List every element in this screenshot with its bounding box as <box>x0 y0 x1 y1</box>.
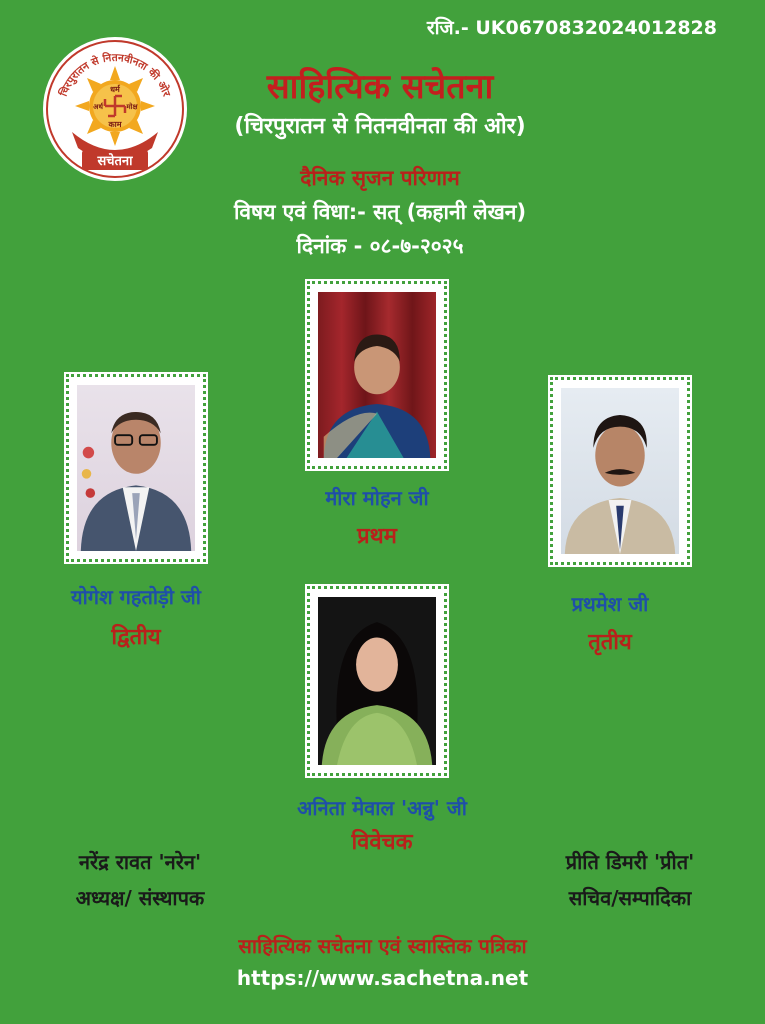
page-subtitle: (चिरपुरातन से नितनवीनता की ओर) <box>234 114 526 139</box>
second-rank: द्वितीय <box>111 625 161 650</box>
photo-first <box>307 281 447 469</box>
third-rank: तृतीय <box>588 630 632 655</box>
registration-number: रजि.- UK0670832024012828 <box>426 17 717 39</box>
judge-role: विवेचक <box>351 830 413 855</box>
svg-text:अर्थ: अर्थ <box>93 103 103 111</box>
logo-arc-text: चिरपुरातन से नितनवीनता की ओर <box>57 51 173 99</box>
photo-judge <box>307 586 447 776</box>
svg-text:मोक्ष: मोक्ष <box>126 103 138 111</box>
result-heading: दैनिक सृजन परिणाम <box>300 166 460 190</box>
judge-name: अनिता मेवाल 'अन्नु' जी <box>297 796 467 820</box>
page-title: साहित्यिक सचेतना <box>266 67 494 107</box>
photo-second <box>66 374 206 562</box>
sachetna-logo <box>42 36 188 182</box>
date-line: दिनांक - ०८-७-२०२५ <box>296 234 464 258</box>
official-right-name: प्रीति डिमरी 'प्रीत' <box>565 850 695 874</box>
logo-banner: सचेतना <box>97 154 133 169</box>
svg-text:धर्म: धर्म <box>110 85 120 94</box>
first-rank: प्रथम <box>357 524 397 549</box>
third-name: प्रथमेश जी <box>571 592 649 616</box>
publication-name: साहित्यिक सचेतना एवं स्वास्तिक पत्रिका <box>238 934 527 958</box>
svg-text:काम: काम <box>108 120 122 129</box>
official-left-role: अध्यक्ष/ संस्थापक <box>75 886 205 910</box>
topic-line: विषय एवं विधा:- सत् (कहानी लेखन) <box>233 200 527 224</box>
photo-third <box>550 377 690 565</box>
first-name: मीरा मोहन जी <box>325 486 429 510</box>
official-right-role: सचिव/सम्पादिका <box>568 886 692 910</box>
website-link[interactable]: https://www.sachetna.net <box>236 966 529 990</box>
official-left-name: नरेंद्र रावत 'नरेन' <box>78 850 202 874</box>
second-name: योगेश गहतोड़ी जी <box>71 585 201 609</box>
